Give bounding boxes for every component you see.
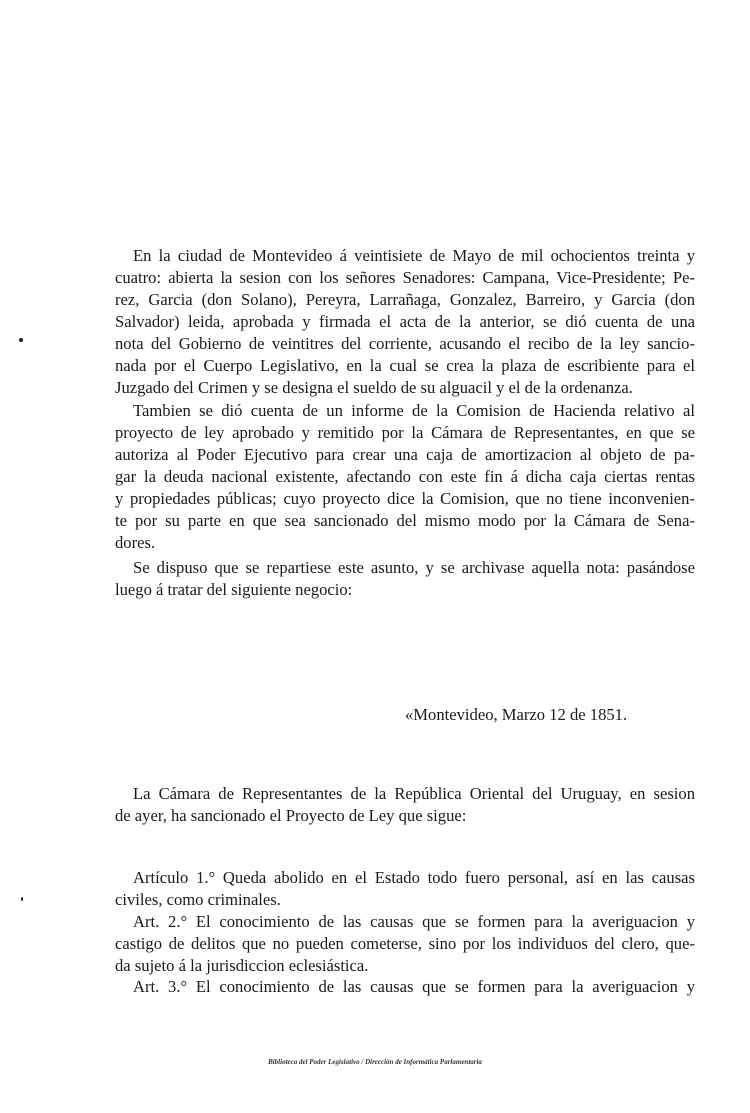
text-line: nota del Gobierno de veintitres del corriente, acusando el recibo de la ley sancio- xyxy=(115,334,695,353)
text-line: luego á tratar del siguiente negocio: xyxy=(115,580,353,599)
scan-speck xyxy=(21,897,23,901)
text-line: Se dispuso que se repartiese este asunto, y se archivase aquella nota: pasándose xyxy=(133,558,695,577)
paragraph-dispuso xyxy=(115,557,695,601)
text-line: rez, Garcia (don Solano), Pereyra, Larrañaga, Gonzalez, Barreiro, y Garcia (don xyxy=(115,290,695,309)
footer-credit: Biblioteca del Poder Legislativo / Dirección de Informática Parlamentaria xyxy=(268,1058,482,1066)
article-2 xyxy=(115,911,695,977)
text-line: y propiedades públicas; cuyo proyecto dice la Comision, que no tiene inconvenien- xyxy=(115,489,695,508)
text-line: te por su parte en que sea sancionado del mismo modo por la Cámara de Sena- xyxy=(115,511,695,530)
text-line: gar la deuda nacional existente, afectando con este fin á dicha caja ciertas rentas xyxy=(115,467,695,486)
text-line: autoriza al Poder Ejecutivo para crear una caja de amortizacion al objeto de pa- xyxy=(115,445,695,464)
text-line: Art. 2.° El conocimiento de las causas que se formen para la averiguacion y xyxy=(133,912,695,931)
text-line: castigo de delitos que no pueden cometerse, sino por los individuos del clero, que- xyxy=(115,934,695,953)
text-line: Juzgado del Crimen y se designa el sueldo de su alguacil y el de la ordenanza. xyxy=(115,378,633,397)
text-line: Salvador) leida, aprobada y firmada el acta de la anterior, se dió cuenta de una xyxy=(115,312,695,331)
text-line: da sujeto á la jurisdiccion eclesiástica. xyxy=(115,956,369,975)
article-3 xyxy=(115,976,695,998)
text-line: proyecto de ley aprobado y remitido por la Cámara de Representantes, en que se xyxy=(115,423,695,442)
scan-speck xyxy=(19,338,23,342)
paragraph-session-opening xyxy=(115,245,695,399)
text-line: civiles, como criminales. xyxy=(115,890,281,909)
dateline: «Montevideo, Marzo 12 de 1851. xyxy=(405,705,628,724)
text-line: Art. 3.° El conocimiento de las causas que se formen para la averiguacion y xyxy=(133,977,695,996)
text-line: nada por el Cuerpo Legislativo, en la cual se crea la plaza de escribiente para el xyxy=(115,356,695,375)
paragraph-hacienda-report xyxy=(115,400,695,554)
text-line: cuatro: abierta la sesion con los señores Senadores: Campana, Vice-Presidente; Pe- xyxy=(115,268,695,287)
text-line: En la ciudad de Montevideo á veintisiete de Mayo de mil ochocientos treinta y xyxy=(133,246,695,265)
text-line: Tambien se dió cuenta de un informe de la Comision de Hacienda relativo al xyxy=(133,401,695,420)
text-line: de ayer, ha sancionado el Proyecto de Ley que sigue: xyxy=(115,806,467,825)
article-1 xyxy=(115,867,695,911)
text-line: Artículo 1.° Queda abolido en el Estado todo fuero personal, así en las causas xyxy=(133,868,695,887)
paragraph-preamble xyxy=(115,783,695,827)
text-line: dores. xyxy=(115,533,156,552)
text-line: La Cámara de Representantes de la República Oriental del Uruguay, en sesion xyxy=(133,784,695,803)
